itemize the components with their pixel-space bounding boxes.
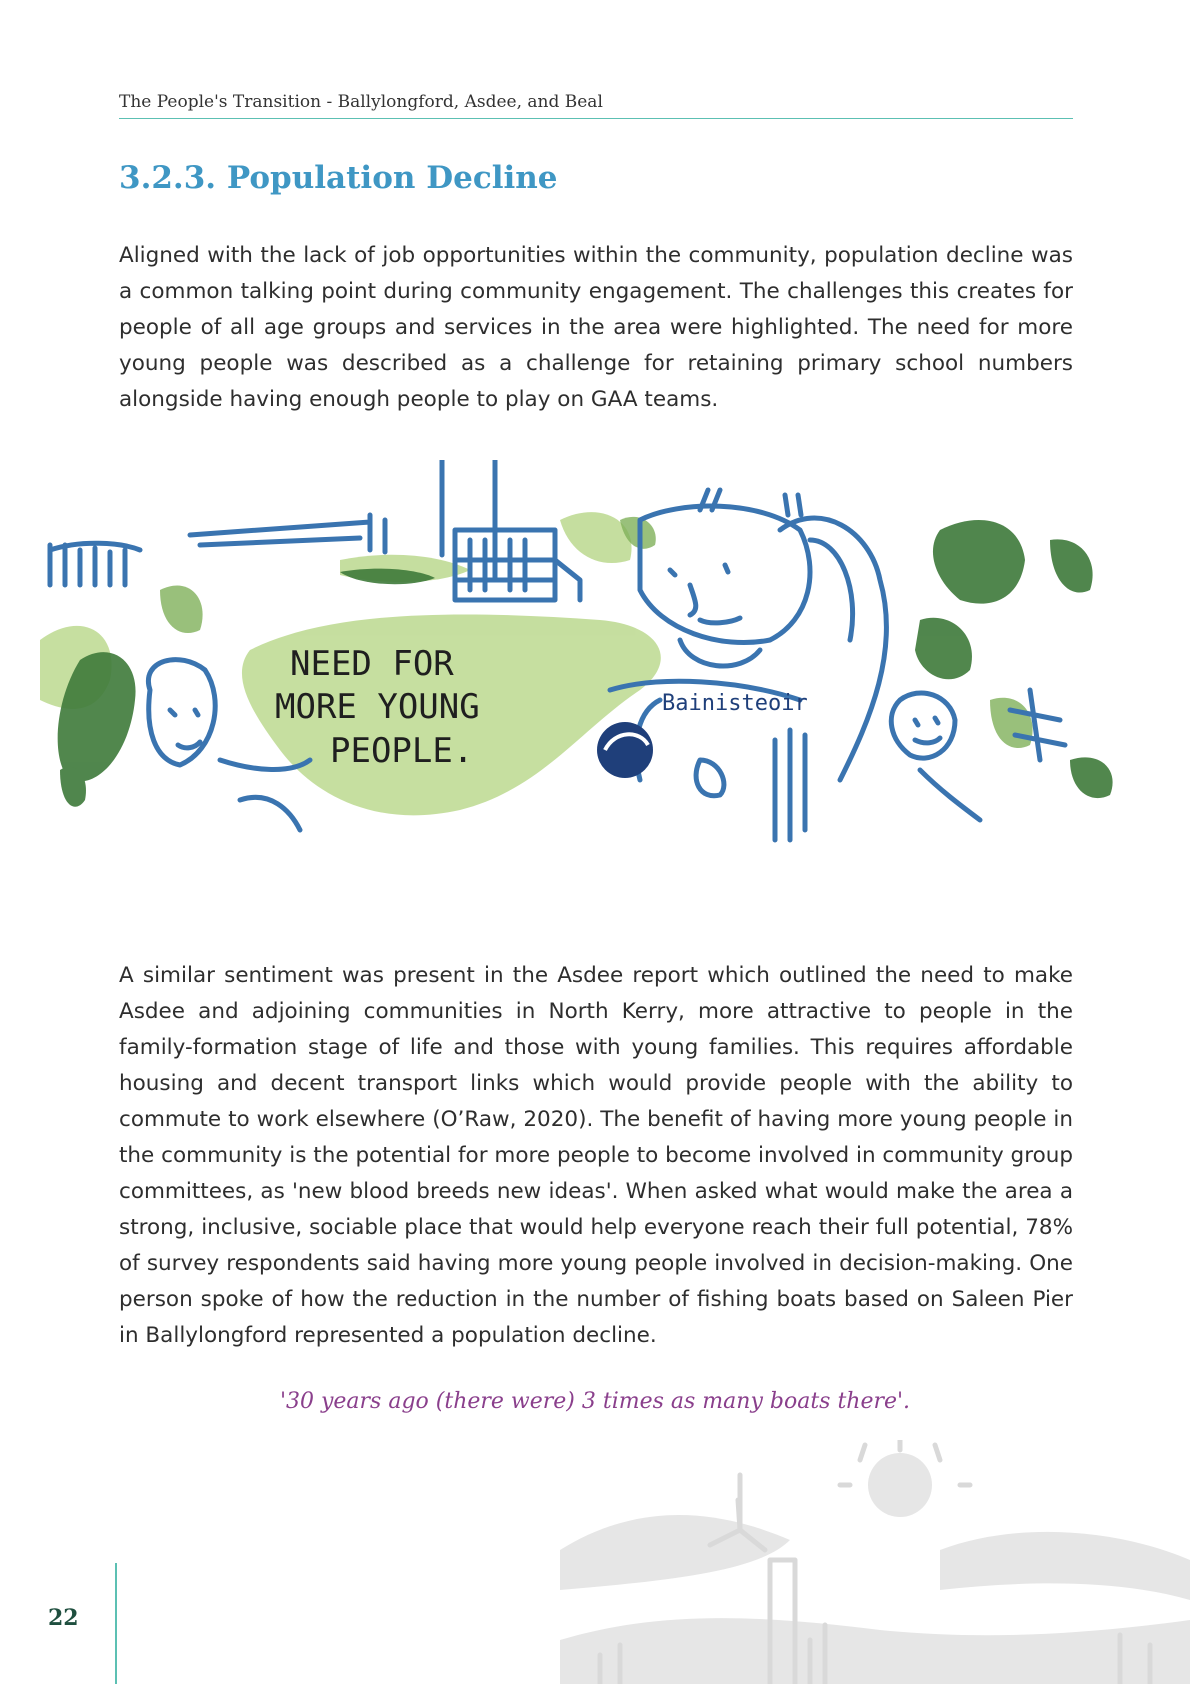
page-number: 22: [48, 1605, 79, 1631]
body-paragraph-2: A similar sentiment was present in the Asdee report which outlined the need to make Asdee and adjoining communities in North Kerry, more attractive to people in the family-formation stage of life and those with young families. This requires affordable housing and decent transport links which would provide people with the ability to commute to work elsewhere (O’Raw, 2020). The benefit of having more young people in the community is the potential for more people to become involved in community group committees, as 'new blood breeds new ideas'. When asked what would make the area a strong, inclusive, sociable place that would help everyone reach their full potential, 78% of survey respondents said having more young people involved in decision-making. One person spoke of how the reduction in the number of fishing boats based on Saleen Pier in Ballylongford represented a population decline.: [119, 963, 1073, 1348]
running-header: The People's Transition - Ballylongford, Asdee, and Beal: [119, 92, 1073, 119]
illustration-caption-line-2: MORE YOUNG: [275, 687, 480, 727]
illustration-caption-line-3: PEOPLE.: [330, 731, 474, 771]
page-number-rule: [115, 1563, 117, 1684]
community-illustration: [40, 460, 1170, 900]
watermark-landscape-illustration: [560, 1440, 1190, 1684]
pull-quote: '30 years ago (there were) 3 times as many boats there'.: [279, 1389, 911, 1414]
shirt-lettering: Bainisteoir: [662, 691, 808, 716]
crest-badge: [597, 722, 653, 778]
section-title: 3.2.3. Population Decline: [119, 160, 558, 196]
illustration-caption-line-1: NEED FOR: [290, 644, 454, 684]
body-paragraph-1: Aligned with the lack of job opportunities within the community, population decline was a common talking point during community engagement. The challenges this creates for people of all age groups and services in the area were highlighted. The need for more young people was described as a challenge for retaining primary school numbers alongside having enough people to play on GAA teams.: [119, 243, 1073, 412]
